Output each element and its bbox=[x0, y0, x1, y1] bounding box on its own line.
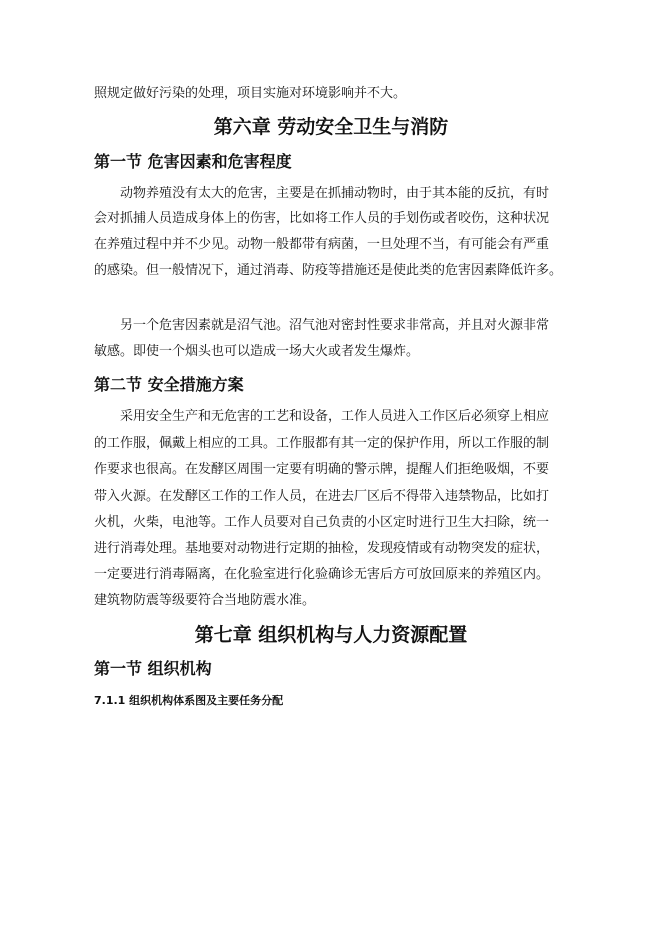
subsection-heading: 7.1.1 组织机构体系图及主要任务分配 bbox=[94, 694, 284, 707]
chapter-6-title: 第六章 劳动安全卫生与消防 bbox=[213, 116, 449, 138]
paragraph-line: 带入火源。在发酵区工作的工作人员，在进去厂区后不得带入违禁物品，比如打 bbox=[94, 489, 550, 504]
chapter-6-section-1-heading: 第一节 危害因素和危害程度 bbox=[94, 152, 292, 171]
paragraph-line: 火机，火柴，电池等。工作人员要对自己负责的小区定时进行卫生大扫除，统一 bbox=[94, 515, 550, 530]
paragraph-line: 建筑物防震等级要符合当地防震水准。 bbox=[94, 593, 316, 608]
paragraph-line: 的工作服，佩戴上相应的工具。工作服都有其一定的保护作用，所以工作服的制 bbox=[94, 436, 550, 451]
paragraph-line: 作要求也很高。在发酵区周围一定要有明确的警示牌，提醒人们拒绝吸烟，不要 bbox=[94, 462, 550, 477]
chapter-7-section-1-heading: 第一节 组织机构 bbox=[94, 659, 212, 678]
paragraph-line: 会对抓捕人员造成身体上的伤害，比如将工作人员的手划伤或者咬伤，这种状况 bbox=[94, 211, 550, 226]
chapter-7-title: 第七章 组织机构与人力资源配置 bbox=[194, 624, 468, 646]
chapter-6-section-2-heading: 第二节 安全措施方案 bbox=[94, 375, 244, 394]
paragraph-line: 在养殖过程中并不少见。动物一般都带有病菌，一旦处理不当，有可能会有严重 bbox=[94, 237, 550, 252]
paragraph-line: 敏感。即使一个烟头也可以造成一场大火或者发生爆炸。 bbox=[94, 344, 420, 359]
intro-line: 照规定做好污染的处理，项目实施对环境影响并不大。 bbox=[94, 86, 407, 101]
paragraph-line: 进行消毒处理。基地要对动物进行定期的抽检，发现疫情或有动物突发的症状， bbox=[94, 541, 550, 556]
paragraph-line: 另一个危害因素就是沼气池。沼气池对密封性要求非常高，并且对火源非常 bbox=[120, 318, 550, 333]
paragraph-line: 一定要进行消毒隔离，在化验室进行化验确诊无害后方可放回原来的养殖区内。 bbox=[94, 567, 550, 582]
paragraph-line: 动物养殖没有太大的危害，主要是在抓捕动物时，由于其本能的反抗，有时 bbox=[120, 186, 550, 201]
paragraph-line: 的感染。但一般情况下，通过消毒、防疫等措施还是使此类的危害因素降低许多。 bbox=[94, 263, 563, 278]
paragraph-line: 采用安全生产和无危害的工艺和设备，工作人员进入工作区后必须穿上相应 bbox=[120, 409, 550, 424]
